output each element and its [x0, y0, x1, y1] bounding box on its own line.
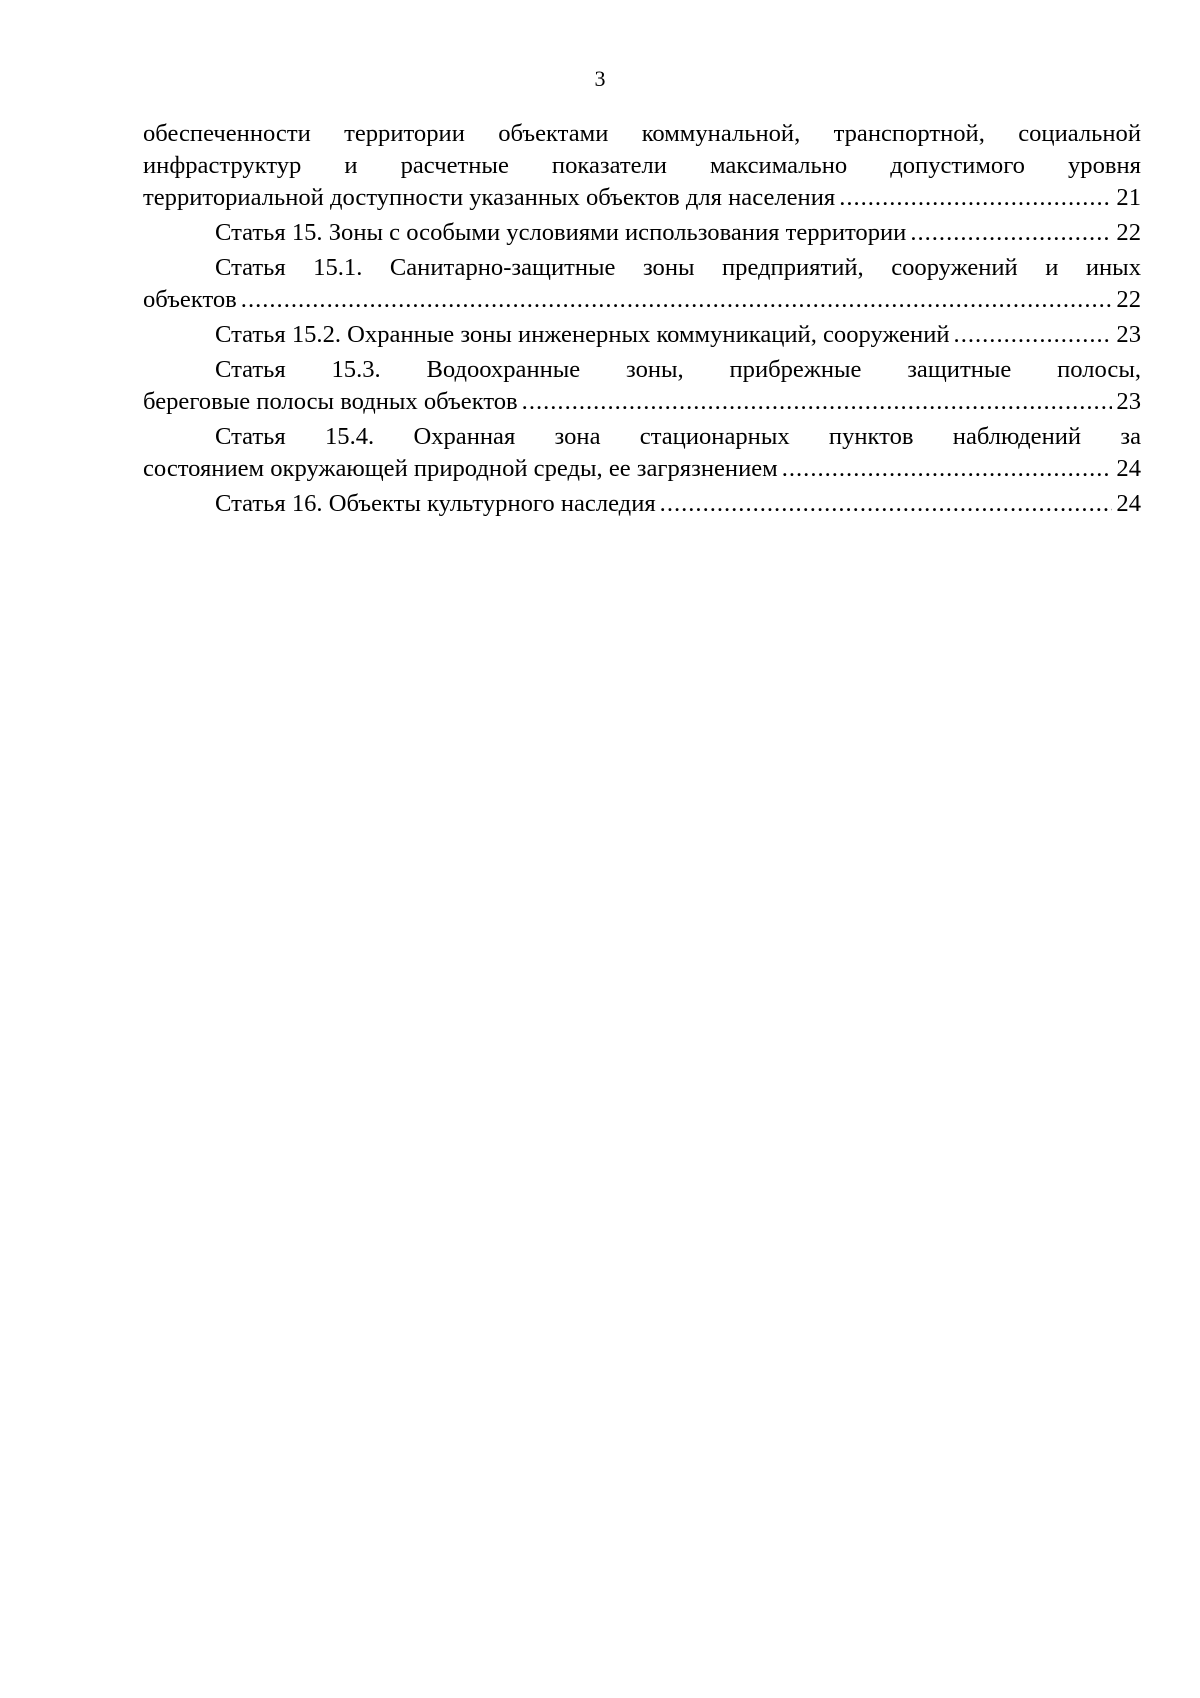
- toc-entry-title: береговые полосы водных объектов: [143, 388, 518, 415]
- toc-entry-last-line: [143, 386, 1141, 418]
- toc-entry-line: Статья 15.4. Охранная зона стационарных пунктов наблюдений за: [215, 423, 1141, 450]
- toc-page-number: 22: [1116, 219, 1141, 246]
- toc-entry[interactable]: [143, 118, 1141, 214]
- toc-entry-title: объектов: [143, 286, 237, 313]
- toc-entry[interactable]: [143, 421, 1141, 485]
- toc-entry-title: состоянием окружающей природной среды, ее загрязнением: [143, 455, 778, 482]
- toc-entry[interactable]: [143, 354, 1141, 418]
- table-of-contents: [143, 118, 1141, 523]
- toc-entry[interactable]: [143, 488, 1141, 520]
- toc-entry-line: Статья 15.3. Водоохранные зоны, прибрежные защитные полосы,: [215, 356, 1141, 383]
- dot-leader: [839, 182, 1112, 214]
- toc-entry-title: территориальной доступности указанных объектов для населения: [143, 184, 836, 211]
- toc-entry-last-line: [143, 284, 1141, 316]
- toc-page-number: 24: [1116, 490, 1141, 517]
- toc-entry-line: обеспеченности территории объектами коммунальной, транспортной, социальной: [143, 120, 1141, 147]
- toc-page-number: 21: [1116, 184, 1141, 211]
- toc-entry-last-line: [143, 217, 1141, 249]
- toc-entry[interactable]: [143, 252, 1141, 316]
- dot-leader: [782, 453, 1113, 485]
- toc-entry-last-line: [143, 453, 1141, 485]
- toc-entry-last-line: [143, 319, 1141, 351]
- dot-leader: [954, 319, 1113, 351]
- toc-entry-line: Статья 15.1. Санитарно-защитные зоны предприятий, сооружений и иных: [215, 254, 1141, 281]
- toc-page-number: 24: [1116, 455, 1141, 482]
- toc-entry-title: Статья 15. Зоны с особыми условиями использования территории: [215, 219, 907, 246]
- toc-entry-last-line: [143, 488, 1141, 520]
- toc-entry[interactable]: [143, 319, 1141, 351]
- page-number: 3: [594, 66, 606, 91]
- dot-leader: [660, 488, 1113, 520]
- toc-page-number: 22: [1116, 286, 1141, 313]
- toc-entry-last-line: [143, 182, 1141, 214]
- toc-entry-title: Статья 15.2. Охранные зоны инженерных коммуникаций, сооружений: [215, 321, 950, 348]
- dot-leader: [522, 386, 1113, 418]
- toc-page-number: 23: [1116, 321, 1141, 348]
- dot-leader: [241, 284, 1113, 316]
- toc-entry-line: инфраструктур и расчетные показатели максимально допустимого уровня: [143, 152, 1141, 179]
- dot-leader: [910, 217, 1112, 249]
- toc-entry-title: Статья 16. Объекты культурного наследия: [215, 490, 656, 517]
- toc-page-number: 23: [1116, 388, 1141, 415]
- toc-entry[interactable]: [143, 217, 1141, 249]
